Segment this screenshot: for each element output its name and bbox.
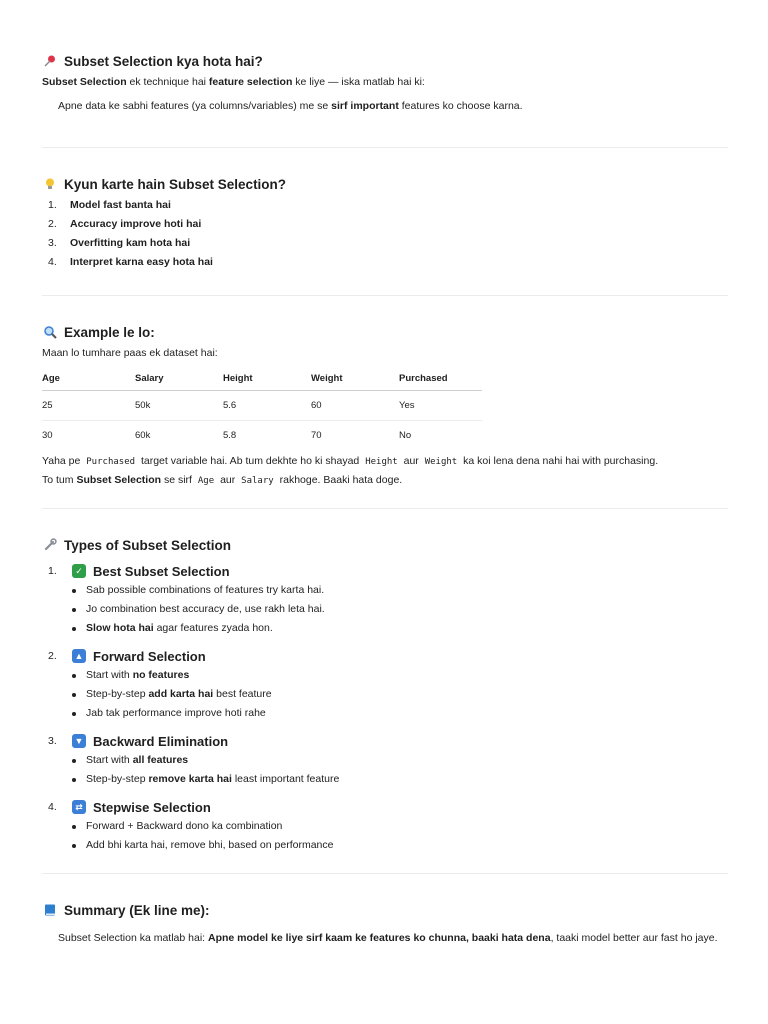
reasons-list	[42, 198, 728, 274]
type-heading: 2. ▲ Forward Selection	[48, 648, 206, 664]
type-stepwise-selection	[42, 797, 728, 857]
list-item: Step-by-step add karta hai best feature	[86, 687, 728, 706]
section-heading: Example le lo:	[42, 324, 728, 340]
column-header: Purchased	[399, 366, 482, 391]
column-header: Weight	[311, 366, 399, 391]
type-heading: 1. ✓ Best Subset Selection	[48, 563, 230, 579]
table-header-row	[42, 366, 482, 391]
type-heading: 4. ⇄ Stepwise Selection	[48, 799, 211, 815]
intro-text: Subset Selection ek technique hai feature selection ke liye — iska matlab hai ki:	[42, 76, 425, 88]
table-cell: 60	[311, 391, 399, 421]
section-example	[42, 324, 728, 490]
magnifier-icon	[42, 324, 58, 340]
up-arrow-icon: ▲	[72, 649, 86, 663]
example-lead: Maan lo tumhare paas ek dataset hai:	[42, 347, 218, 359]
section-what-is	[42, 53, 728, 114]
divider	[42, 295, 728, 296]
dataset-table	[42, 366, 482, 450]
bullet-list	[42, 668, 728, 725]
type-heading: 3. ▼ Backward Elimination	[48, 733, 229, 749]
example-explanation: Yaha pe Purchased target variable hai. Ab tum dekhte ho ki shayad Height aur Weight ka koi lena dena nahi hai with purchasing.	[42, 455, 659, 467]
down-arrow-icon: ▼	[72, 734, 86, 748]
section-summary	[42, 902, 728, 946]
bullet-list	[42, 753, 728, 791]
list-item: Sab possible combinations of features try karta hai.	[86, 583, 728, 602]
list-item: Slow hota hai agar features zyada hon.	[86, 621, 728, 640]
list-item: Start with all features	[86, 753, 728, 772]
table-cell: 5.8	[223, 430, 237, 441]
list-item: 1. Model fast banta hai	[48, 199, 171, 211]
wrench-icon	[42, 537, 58, 553]
table-cell: 50k	[135, 391, 223, 421]
list-item: Step-by-step remove karta hai least important feature	[86, 772, 728, 791]
list-item: 4. Interpret karna easy hota hai	[48, 256, 213, 268]
section-heading: Summary (Ek line me):	[42, 902, 728, 918]
section-heading: Types of Subset Selection	[42, 537, 728, 553]
divider	[42, 508, 728, 509]
list-item: 2. Accuracy improve hoti hai	[48, 218, 202, 230]
example-conclusion: To tum Subset Selection se sirf Age aur Salary rakhoge. Baaki hata doge.	[42, 474, 403, 486]
table-cell: 30	[42, 430, 53, 441]
list-item: Jab tak performance improve hoti rahe	[86, 706, 728, 725]
list-item: Jo combination best accuracy de, use rakh leta hai.	[86, 602, 728, 621]
table-cell: 70	[311, 430, 322, 441]
section-heading: Subset Selection kya hota hai?	[42, 53, 728, 69]
table-cell: 5.6	[223, 391, 311, 421]
section-why	[42, 176, 728, 274]
divider	[42, 873, 728, 874]
table-cell: Yes	[399, 391, 482, 421]
check-icon: ✓	[72, 564, 86, 578]
divider	[42, 147, 728, 148]
summary-text: Subset Selection ka matlab hai: Apne model ke liye sirf kaam ke features ko chunna, baaki hata dena, taaki model better aur fast ho jaye.	[58, 932, 718, 944]
list-item: Forward + Backward dono ka combination	[86, 819, 728, 838]
column-header: Height	[223, 366, 311, 391]
list-item: Add bhi karta hai, remove bhi, based on performance	[86, 838, 728, 857]
table-cell: 60k	[135, 430, 151, 441]
bullet-list	[42, 819, 728, 857]
pushpin-icon	[42, 53, 58, 69]
type-forward-selection	[42, 646, 728, 725]
table-row	[42, 391, 482, 421]
type-best-subset	[42, 561, 728, 640]
table-cell: 25	[42, 391, 135, 421]
definition-quote: Apne data ke sabhi features (ya columns/variables) me se sirf important features ko choose karna.	[58, 100, 523, 112]
column-header: Age	[42, 366, 135, 391]
list-item: 3. Overfitting kam hota hai	[48, 237, 191, 249]
table-cell: No	[399, 430, 412, 441]
section-types	[42, 537, 728, 863]
section-heading: Kyun karte hain Subset Selection?	[42, 176, 728, 192]
list-item: Start with no features	[86, 668, 728, 687]
column-header: Salary	[135, 366, 223, 391]
book-icon	[42, 902, 58, 918]
repeat-icon: ⇄	[72, 800, 86, 814]
lightbulb-icon	[42, 176, 58, 192]
bullet-list	[42, 583, 728, 640]
table-row	[42, 421, 482, 451]
type-backward-elimination	[42, 731, 728, 791]
